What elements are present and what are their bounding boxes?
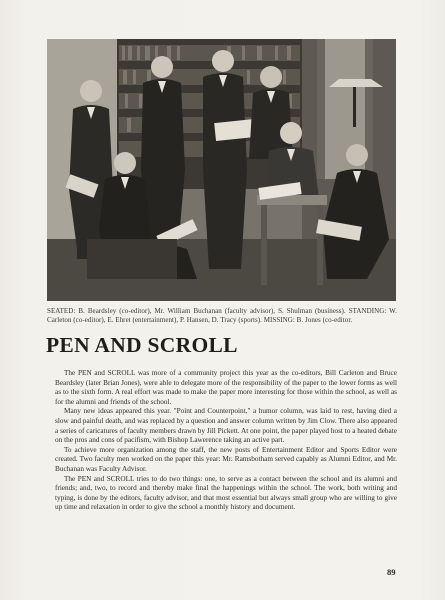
article-paragraph: The PEN and SCROLL was more of a community project this year as the co-editors, Bill Carleton and Bruce Beardsley (later Brian Jones), were able to delegate more of the responsibility of the paper to the lower forms as well as to the sixth form. A real effort was made to make the paper more interesting for those within the school, as well as for the alumni and friends of the school. (55, 369, 397, 406)
page-number: 89 (387, 567, 396, 577)
staff-photo-illustration (47, 39, 396, 301)
section-title: PEN AND SCROLL (46, 333, 238, 357)
article-body (55, 369, 397, 513)
article-paragraph: Many new ideas appeared this year. "Point and Counterpoint," a humor column, was laid to rest, having died a slow and painful death, and was replaced by a question and answer column written by Jim Clow. There also appeared a series of caricatures of faculty members drawn by Jill Pickett. At one point, the paper played host to a heated debate on the pros and cons of pacifism, with Bishop Lawerence taking an active part. (55, 407, 397, 445)
staff-photo (47, 39, 396, 301)
photo-caption: SEATED: B. Beardsley (co-editor), Mr. William Buchanan (faculty advisor), S. Shulman (business). STANDING: W. Carleton (co-editor), E. Ehret (entertainment), P. Hansen, D. Tracy (sports). MISSING: B. Jones (co-editor. (47, 307, 397, 324)
article-paragraph: To achieve more organization among the staff, the new posts of Entertainment Editor and Sports Editor were created. Two faculty men worked on the paper this year: Mr. Ramsbotham served capably as Alumni Editor, and Mr. Buchanan was Faculty Advisor. (55, 445, 397, 473)
article-paragraph: The PEN and SCROLL tries to do two things: one, to serve as a contact between the school and its alumni and friends; and, two, to record and thereby make final the happenings within the school. The work, both writing and typing, is done by the editors, faculty advisor, and that most essential but always small group who are willing to give up time and relaxation in order to give the school a monthly history and document. (55, 474, 397, 512)
